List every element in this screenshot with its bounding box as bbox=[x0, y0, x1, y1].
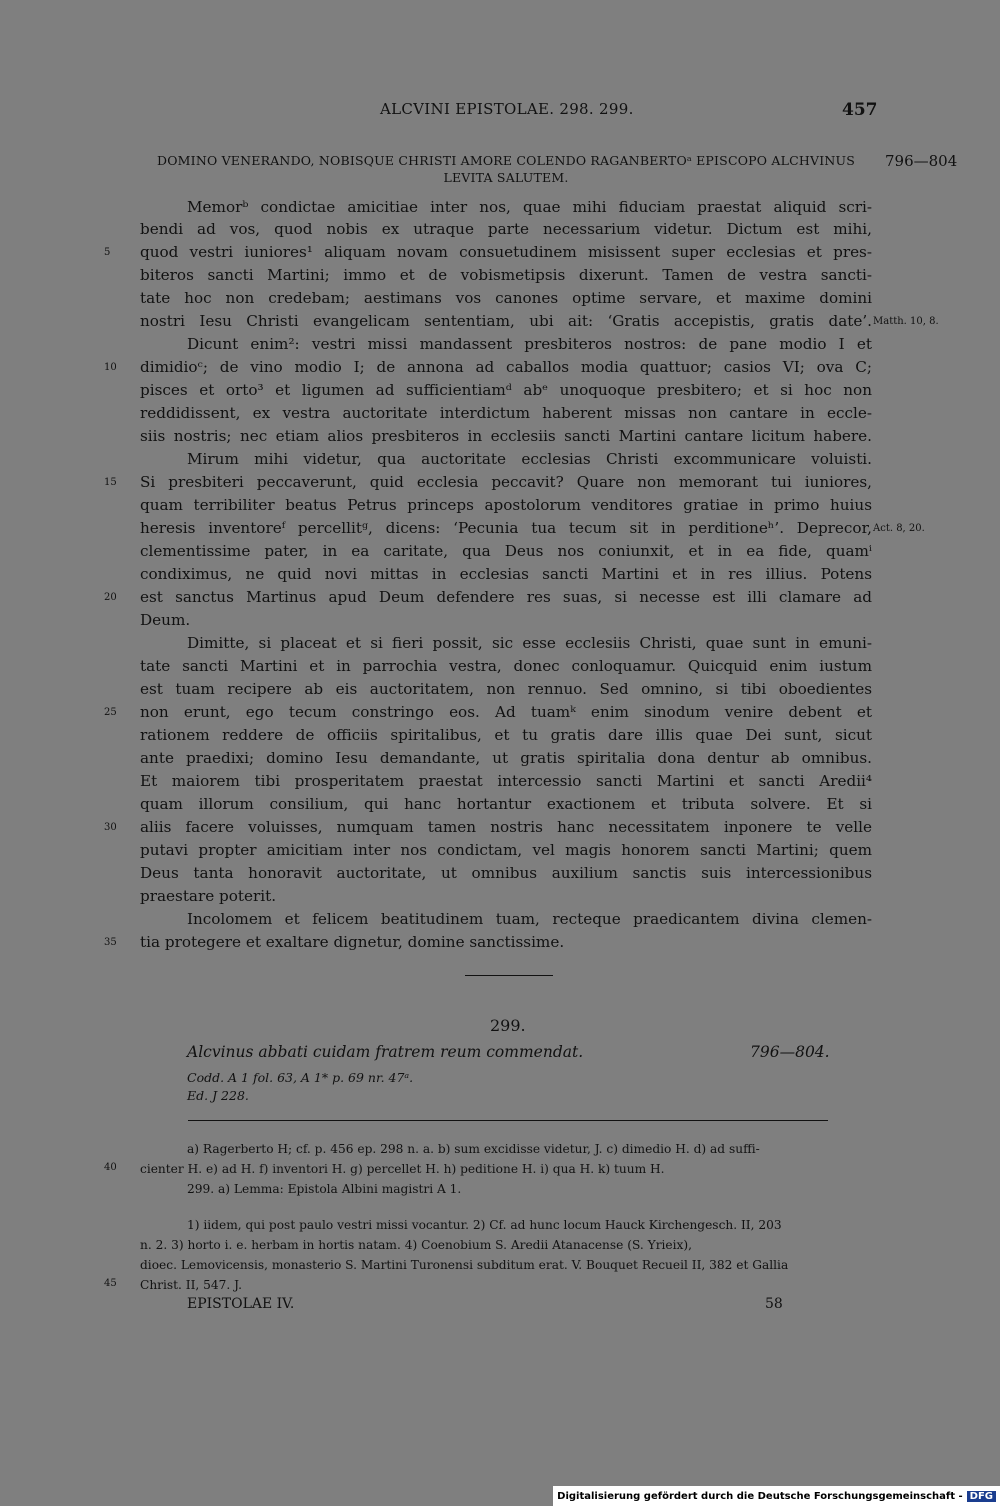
text-line: Mirum mihi videtur, qua auctoritate ecclesias Christi excommunicare voluisti. bbox=[187, 450, 872, 468]
letter-299-edition: Ed. J 228. bbox=[187, 1088, 249, 1103]
marginal-reference: Act. 8, 20. bbox=[873, 523, 925, 534]
apparatus-line: cienter H. e) ad H. f) inventori H. g) percellet H. h) peditione H. i) qua H. k) tuum H. bbox=[140, 1162, 665, 1176]
letter-299-number: 299. bbox=[490, 1016, 526, 1035]
text-line: putavi propter amicitiam inter nos condictam, vel magis honorem sancti Martini; quem bbox=[140, 841, 872, 859]
letter-299-date: 796—804. bbox=[750, 1043, 830, 1061]
text-line: dimidioᶜ; de vino modio I; de annona ad caballos modia quattuor; casios VI; ova C; bbox=[140, 358, 872, 376]
dfg-logo: DFG bbox=[967, 1491, 996, 1502]
line-number: 10 bbox=[104, 362, 117, 373]
address-line-2: LEVITA SALUTEM. bbox=[443, 170, 569, 185]
line-number: 45 bbox=[104, 1278, 117, 1289]
text-line: non erunt, ego tecum constringo eos. Ad tuamᵏ enim sinodum venire debent et bbox=[140, 703, 872, 721]
text-line: siis nostris; nec etiam alios presbiteros in ecclesiis sancti Martini cantare licitum habere. bbox=[140, 427, 872, 445]
text-line: nostri Iesu Christi evangelicam sententiam, ubi ait: ‘Gratis accepistis, gratis date’. bbox=[140, 312, 872, 330]
text-line: pisces et orto³ et ligumen ad sufficientiamᵈ abᵉ unoquoque presbitero; et si hoc non bbox=[140, 381, 872, 399]
note-line: 1) iidem, qui post paulo vestri missi vocantur. 2) Cf. ad hunc locum Hauck Kirchengesch. II, 203 bbox=[187, 1218, 782, 1232]
line-number: 5 bbox=[104, 247, 111, 258]
marginal-reference: Matth. 10, 8. bbox=[873, 316, 939, 327]
text-line: est tuam recipere ab eis auctoritatem, non rennuo. Sed omnino, si tibi oboedientes bbox=[140, 680, 872, 698]
text-line: Et maiorem tibi prosperitatem praestat intercessio sancti Martini et sancti Aredii⁴ bbox=[140, 772, 872, 790]
text-line: Dimitte, si placeat et si fieri possit, sic esse ecclesiis Christi, quae sunt in emuni- bbox=[187, 634, 872, 652]
apparatus-line: 299. a) Lemma: Epistola Albini magistri A 1. bbox=[187, 1182, 462, 1196]
running-header-title: ALCVINI EPISTOLAE. 298. 299. bbox=[380, 100, 634, 118]
text-line: tia protegere et exaltare dignetur, domine sanctissime. bbox=[140, 933, 565, 951]
text-line: ante praedixi; domino Iesu demandante, ut gratis spiritalia dona dentur ab omnibus. bbox=[140, 749, 872, 767]
line-number: 15 bbox=[104, 477, 117, 488]
letter-298-address bbox=[140, 152, 872, 186]
line-number: 30 bbox=[104, 822, 117, 833]
text-line: biteros sancti Martini; immo et de vobismetipsis dixerunt. Tamen de vestra sancti- bbox=[140, 266, 872, 284]
text-line: tate sancti Martini et in parrochia vestra, donec conloquamur. Quicquid enim iustum bbox=[140, 657, 872, 675]
text-line: quam illorum consilium, qui hanc hortantur exactionem et tributa solvere. Et si bbox=[140, 795, 872, 813]
text-line: quod vestri iuniores¹ aliquam novam consuetudinem misissent super ecclesias et pres- bbox=[140, 243, 872, 261]
apparatus-rule bbox=[188, 1120, 828, 1121]
apparatus-line: a) Ragerberto H; cf. p. 456 ep. 298 n. a. b) sum excidisse videtur, J. c) dimedio H. d) ad suffi- bbox=[187, 1142, 760, 1156]
section-divider bbox=[465, 975, 553, 976]
text-line: Incolomem et felicem beatitudinem tuam, recteque praedicantem divina clemen- bbox=[187, 910, 872, 928]
text-line: heresis inventoreᶠ percellitᵍ, dicens: ‘Pecunia tua tecum sit in perditioneʰ’. Deprecor, bbox=[140, 519, 872, 537]
letter-299-codices: Codd. A 1 fol. 63, A 1* p. 69 nr. 47ᵃ. bbox=[187, 1070, 414, 1085]
text-line: quam terribiliter beatus Petrus princeps apostolorum venditores gratiae in primo huius bbox=[140, 496, 872, 514]
line-number: 35 bbox=[104, 937, 117, 948]
note-line: n. 2. 3) horto i. e. herbam in hortis natam. 4) Coenobium S. Aredii Atanacense (S. Yrieix), bbox=[140, 1238, 693, 1252]
text-line: praestare poterit. bbox=[140, 887, 277, 905]
note-line: Christ. II, 547. J. bbox=[140, 1278, 242, 1292]
line-number: 25 bbox=[104, 707, 117, 718]
text-line: condiximus, ne quid novi mittas in ecclesias sancti Martini et in res illius. Potens bbox=[140, 565, 872, 583]
signature-mark: EPISTOLAE IV. bbox=[187, 1296, 295, 1312]
line-number: 20 bbox=[104, 592, 117, 603]
text-line: Si presbiteri peccaverunt, quid ecclesia peccavit? Quare non memorant tui iuniores, bbox=[140, 473, 872, 491]
funding-text: Digitalisierung gefördert durch die Deutsche Forschungsgemeinschaft - bbox=[557, 1490, 963, 1502]
letter-299-lemma: Alcvinus abbati cuidam fratrem reum commendat. bbox=[187, 1043, 584, 1061]
text-line: clementissime pater, in ea caritate, qua Deus nos coniunxit, et in ea fide, quamⁱ bbox=[140, 542, 872, 560]
text-line: Deus tanta honoravit auctoritate, ut omnibus auxilium sanctis suis intercessionibus bbox=[140, 864, 872, 882]
text-line: Deum. bbox=[140, 611, 191, 629]
text-line: rationem reddere de officiis spiritalibus, et tu gratis dare illis quae Dei sunt, sicut bbox=[140, 726, 872, 744]
address-line-1: DOMINO VENERANDO, NOBISQUE CHRISTI AMORE COLENDO RAGANBERTOᵃ EPISCOPO ALCHVINUS bbox=[157, 153, 855, 168]
signature-number: 58 bbox=[765, 1296, 783, 1312]
note-line: dioec. Lemovicensis, monasterio S. Martini Turonensi subditum erat. V. Bouquet Recueil II, 382 et Gallia bbox=[140, 1258, 789, 1272]
text-line: Dicunt enim²: vestri missi mandassent presbiteros nostros: de pane modio I et bbox=[187, 335, 872, 353]
text-line: reddidissent, ex vestra auctoritate interdictum haberent missas non cantare in eccle- bbox=[140, 404, 872, 422]
page-number: 457 bbox=[842, 100, 878, 120]
text-line: aliis facere voluisses, numquam tamen nostris hanc necessitatem inponere te velle bbox=[140, 818, 872, 836]
text-line: bendi ad vos, quod nobis ex utraque parte necessarium videtur. Dictum est mihi, bbox=[140, 220, 872, 238]
text-line: tate hoc non credebam; aestimans vos canones optime servare, et maxime domini bbox=[140, 289, 872, 307]
text-line: est sanctus Martinus apud Deum defendere res suas, si necesse est illi clamare ad bbox=[140, 588, 872, 606]
line-number: 40 bbox=[104, 1162, 117, 1173]
letter-298-date: 796—804 bbox=[885, 152, 958, 170]
funding-footer bbox=[553, 1486, 1000, 1506]
text-line: Memorᵇ condictae amicitiae inter nos, quae mihi fiduciam praestat aliquid scri- bbox=[187, 198, 872, 216]
